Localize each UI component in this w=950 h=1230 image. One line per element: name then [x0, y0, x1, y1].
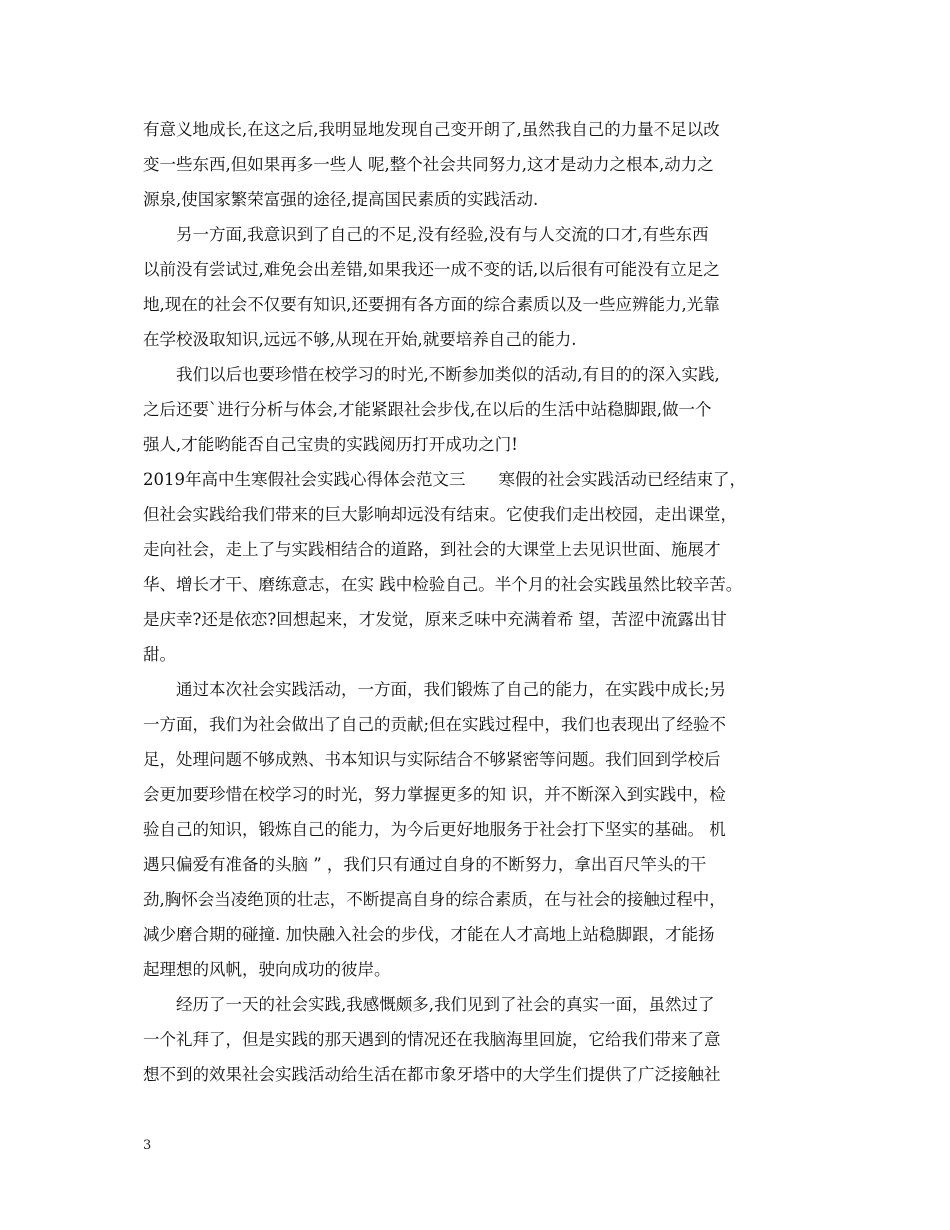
text-line: 劲,胸怀会当凌绝顶的壮志，不断提高自身的综合素质，在与社会的接触过程中，	[143, 890, 726, 909]
text-line: 之后还要`进行分析与体会,才能紧跟社会步伐,在以后的生活中站稳脚跟,做一个	[143, 400, 712, 419]
text-line: 有意义地成长,在这之后,我明显地发现自己变开朗了,虽然我自己的力量不足以改	[143, 120, 720, 139]
text-line: 一个礼拜了，但是实践的那天遇到的情况还在我脑海里回旋，它给我们带来了意	[143, 1030, 721, 1049]
text-line: 2019年高中生寒假社会实践心得体会范文三 寒假的社会实践活动已经结束了，	[143, 470, 746, 489]
text-line: 走向社会，走上了与实践相结合的道路，到社会的大课堂上去见识世面、施展才	[143, 540, 721, 559]
text-line: 另一方面,我意识到了自己的不足,没有经验,没有与人交流的口才,有些东西	[143, 225, 709, 244]
text-line: 变一些东西,但如果再多一些人 呢,整个社会共同努力,这才是动力之根本,动力之	[143, 155, 714, 174]
text-line: 经历了一天的社会实践,我感慨颇多,我们见到了社会的真实一面，虽然过了	[143, 995, 715, 1014]
text-line: 以前没有尝试过,难免会出差错,如果我还一成不变的话,以后很有可能没有立足之	[143, 260, 720, 279]
text-line: 地,现在的社会不仅要有知识,还要拥有各方面的综合素质以及一些应辨能力,光靠	[143, 295, 720, 314]
text-line: 但社会实践给我们带来的巨大影响却远没有结束。它使我们走出校园，走出课堂，	[143, 505, 737, 524]
text-line: 一方面，我们为社会做出了自己的贡献;但在实践过程中，我们也表现出了经验不	[143, 715, 727, 734]
text-line: 想不到的效果社会实践活动给生活在都市象牙塔中的大学生们提供了广泛接触社	[143, 1065, 721, 1084]
text-line: 会更加要珍惜在校学习的时光，努力掌握更多的知 识，并不断深入到实践中，检	[143, 785, 726, 804]
text-line: 是庆幸?还是依恋?回想起来，才发觉，原来乏味中充满着希 望，苦涩中流露出甘	[143, 610, 727, 629]
text-line: 验自己的知识，锻炼自己的能力，为今后更好地服务于社会打下坚实的基础。 机	[143, 820, 726, 839]
text-line: 华、增长才干、磨练意志，在实 践中检验自己。半个月的社会实践虽然比较辛苦。	[143, 575, 743, 594]
text-line: 强人,才能哟能否自己宝贵的实践阅历打开成功之门!	[143, 435, 518, 454]
page-number: 3	[143, 1138, 152, 1153]
text-line: 通过本次社会实践活动，一方面，我们锻炼了自己的能力，在实践中成长;另	[143, 680, 727, 699]
text-line: 甜。	[143, 645, 176, 664]
text-line: 减少磨合期的碰撞. 加快融入社会的步伐，才能在人才高地上站稳脚跟，才能扬	[143, 925, 715, 944]
text-line: 在学校汲取知识,远远不够,从现在开始,就要培养自己的能力.	[143, 330, 577, 349]
text-line: 源泉,使国家繁荣富强的途径,提高国民素质的实践活动.	[143, 190, 539, 209]
text-line: 起理想的风帆，驶向成功的彼岸。	[143, 960, 391, 979]
text-line: 遇只偏爱有准备的头脑 ” ，我们只有通过自身的不断努力，拿出百尺竿头的干	[143, 855, 707, 874]
document-body	[143, 112, 823, 1092]
text-line: 我们以后也要珍惜在校学习的时光,不断参加类似的活动,有目的的深入实践,	[143, 365, 720, 384]
text-line: 足，处理问题不够成熟、书本知识与实际结合不够紧密等问题。我们回到学校后	[143, 750, 721, 769]
